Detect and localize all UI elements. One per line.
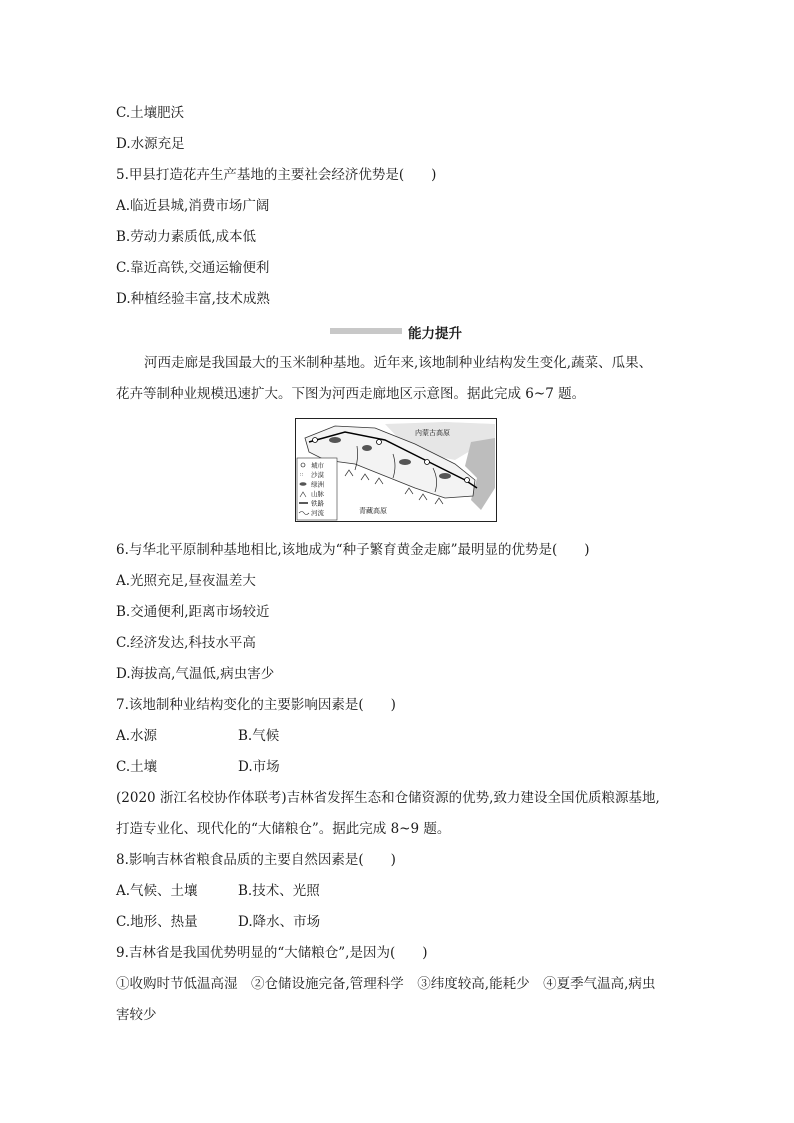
legend-city: 城市 — [311, 461, 324, 470]
q5-option-d: D.种植经验丰富,技术成熟 — [116, 291, 270, 307]
section-bar — [330, 328, 402, 334]
passage1-line2: 花卉等制种业规模迅速扩大。下图为河西走廊地区示意图。据此完成 6~7 题。 — [116, 386, 586, 402]
q8-stem: 8.影响吉林省粮食品质的主要自然因素是( ) — [116, 852, 396, 868]
q5-stem: 5.甲县打造花卉生产基地的主要社会经济优势是( ) — [116, 167, 437, 183]
q4-option-d: D.水源充足 — [116, 136, 185, 152]
section-header — [330, 322, 470, 340]
q8-option-d: D.降水、市场 — [238, 914, 321, 930]
city-icon — [377, 440, 382, 445]
label-inner-mongolia: 内蒙古高原 — [415, 429, 450, 437]
legend-river: 河流 — [311, 509, 324, 517]
oasis — [362, 445, 372, 451]
q7-option-c: C.土壤 — [116, 759, 158, 775]
city-icon — [313, 438, 318, 443]
label-qinghai-tibet: 青藏高原 — [359, 507, 387, 515]
legend-oasis: 绿洲 — [311, 480, 324, 489]
q5-option-a: A.临近县城,消费市场广阔 — [116, 198, 270, 214]
q7-stem: 7.该地制种业结构变化的主要影响因素是( ) — [116, 697, 396, 713]
section-title: 能力提升 — [408, 326, 462, 342]
q5-option-b: B.劳动力素质低,成本低 — [116, 229, 257, 245]
q9-statements-line2: 害较少 — [116, 1007, 157, 1023]
hexi-corridor-map — [295, 418, 497, 522]
q7-option-b: B.气候 — [238, 728, 280, 744]
q6-stem: 6.与华北平原制种基地相比,该地成为“种子繁育黄金走廊”最明显的优势是( ) — [116, 542, 590, 558]
q8-option-a: A.气候、土壤 — [116, 883, 198, 899]
q8-option-c: C.地形、热量 — [116, 914, 198, 930]
oasis — [439, 473, 451, 479]
q6-option-d: D.海拔高,气温低,病虫害少 — [116, 666, 275, 682]
oasis — [329, 437, 341, 443]
legend-railway: 铁路 — [311, 499, 324, 508]
legend-desert: 沙漠 — [311, 471, 324, 479]
legend-mountain: 山脉 — [311, 490, 324, 498]
q8-option-b: B.技术、光照 — [238, 883, 320, 899]
q5-option-c: C.靠近高铁,交通运输便利 — [116, 260, 270, 276]
city-icon — [425, 460, 430, 465]
q4-option-c: C.土壤肥沃 — [116, 105, 185, 121]
passage2-line2: 打造专业化、现代化的“大储粮仓”。据此完成 8~9 题。 — [116, 821, 451, 837]
q6-option-b: B.交通便利,距离市场较近 — [116, 604, 270, 620]
city-icon — [465, 478, 470, 483]
passage2-line1: (2020 浙江名校协作体联考)吉林省发挥生态和仓储资源的优势,致力建设全国优质粮源基地, — [116, 790, 660, 806]
q7-option-d: D.市场 — [238, 759, 280, 775]
svg-text:∷: ∷ — [300, 472, 304, 478]
q9-stem: 9.吉林省是我国优势明显的“大储粮仓”,是因为( ) — [116, 945, 428, 961]
q9-statements-line1: ①收购时节低温高湿 ②仓储设施完备,管理科学 ③纬度较高,能耗少 ④夏季气温高,病虫 — [116, 976, 656, 992]
passage1-line1: 河西走廊是我国最大的玉米制种基地。近年来,该地制种业结构发生变化,蔬菜、瓜果、 — [144, 355, 653, 371]
q7-option-a: A.水源 — [116, 728, 158, 744]
q6-option-c: C.经济发达,科技水平高 — [116, 635, 256, 651]
q6-option-a: A.光照充足,昼夜温差大 — [116, 573, 256, 589]
oasis — [399, 459, 411, 465]
